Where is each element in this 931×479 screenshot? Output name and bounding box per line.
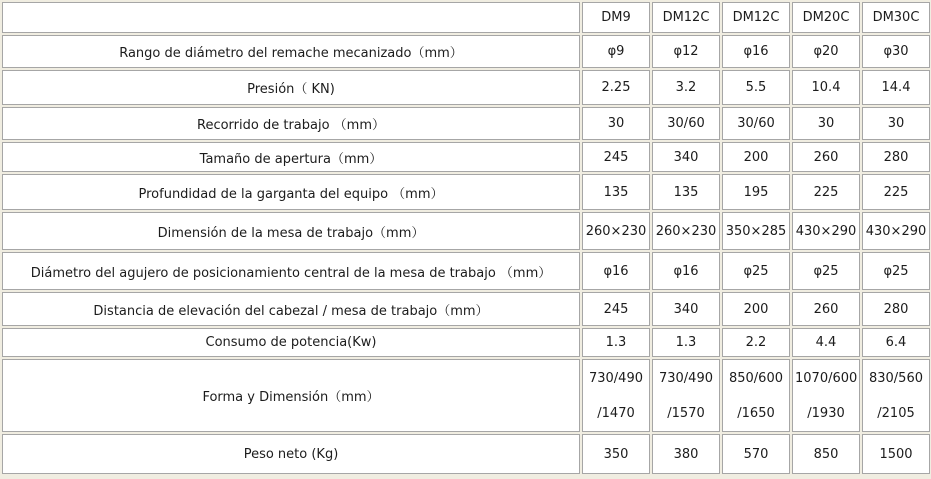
spec-value: 3.2	[652, 70, 720, 105]
spec-value: φ25	[722, 252, 790, 290]
spec-value: 260	[792, 292, 860, 326]
table-row	[2, 359, 930, 432]
spec-value	[862, 359, 930, 432]
spec-value-line: 830/560	[868, 370, 923, 386]
spec-value: 30/60	[722, 107, 790, 140]
spec-value: 245	[582, 142, 650, 172]
spec-value: 245	[582, 292, 650, 326]
table-row	[2, 212, 930, 250]
spec-value: 1500	[862, 434, 930, 474]
table-row	[2, 142, 930, 172]
specs-table-body	[2, 35, 930, 474]
spec-value: 280	[862, 142, 930, 172]
row-label: Profundidad de la garganta del equipo （mm）	[2, 174, 580, 210]
spec-value: 5.5	[722, 70, 790, 105]
spec-value	[792, 359, 860, 432]
spec-value: 340	[652, 292, 720, 326]
spec-value: 430×290	[792, 212, 860, 250]
spec-value-line: 730/490	[588, 370, 643, 386]
spec-value: φ9	[582, 35, 650, 68]
row-label: Diámetro del agujero de posicionamiento central de la mesa de trabajo （mm）	[2, 252, 580, 290]
spec-value: 225	[792, 174, 860, 210]
spec-value: 6.4	[862, 328, 930, 357]
row-label: Recorrido de trabajo （mm）	[2, 107, 580, 140]
spec-value: φ25	[792, 252, 860, 290]
spec-value-line: /2105	[877, 405, 915, 421]
spec-value-line: 1070/600	[795, 370, 858, 386]
spec-value	[652, 359, 720, 432]
spec-value: 10.4	[792, 70, 860, 105]
column-header: DM12C	[652, 2, 720, 33]
spec-value: 30	[792, 107, 860, 140]
spec-value-line: 730/490	[658, 370, 713, 386]
spec-value: 2.2	[722, 328, 790, 357]
spec-value: 30	[582, 107, 650, 140]
spec-value: 200	[722, 292, 790, 326]
spec-value: 30/60	[652, 107, 720, 140]
table-row	[2, 252, 930, 290]
table-row	[2, 174, 930, 210]
spec-value-line: /1930	[807, 405, 845, 421]
spec-value: 135	[582, 174, 650, 210]
spec-value: 350×285	[722, 212, 790, 250]
spec-value	[722, 359, 790, 432]
spec-value: 340	[652, 142, 720, 172]
row-label: Peso neto (Kg)	[2, 434, 580, 474]
spec-value: 850	[792, 434, 860, 474]
spec-value: 14.4	[862, 70, 930, 105]
spec-value: φ25	[862, 252, 930, 290]
spec-value: φ16	[652, 252, 720, 290]
table-row	[2, 35, 930, 68]
spec-value: 1.3	[582, 328, 650, 357]
spec-value: 350	[582, 434, 650, 474]
spec-value: φ30	[862, 35, 930, 68]
spec-value: 195	[722, 174, 790, 210]
spec-value-line: 850/600	[728, 370, 783, 386]
column-header: DM9	[582, 2, 650, 33]
spec-value-line: /1650	[737, 405, 775, 421]
row-label: Distancia de elevación del cabezal / mesa de trabajo（mm）	[2, 292, 580, 326]
spec-value: 30	[862, 107, 930, 140]
spec-value-line: /1570	[667, 405, 705, 421]
row-label: Tamaño de apertura（mm）	[2, 142, 580, 172]
header-row	[2, 2, 930, 33]
table-row	[2, 434, 930, 474]
row-label: Rango de diámetro del remache mecanizado（mm）	[2, 35, 580, 68]
spec-value: 200	[722, 142, 790, 172]
table-row	[2, 70, 930, 105]
spec-value: φ12	[652, 35, 720, 68]
spec-value: φ16	[582, 252, 650, 290]
spec-value: 4.4	[792, 328, 860, 357]
spec-value: 135	[652, 174, 720, 210]
spec-value: φ20	[792, 35, 860, 68]
spec-value	[582, 359, 650, 432]
spec-value: 2.25	[582, 70, 650, 105]
spec-value: 380	[652, 434, 720, 474]
spec-value: φ16	[722, 35, 790, 68]
table-row	[2, 292, 930, 326]
row-label: Consumo de potencia(Kw)	[2, 328, 580, 357]
column-header: DM20C	[792, 2, 860, 33]
table-row	[2, 328, 930, 357]
spec-value: 1.3	[652, 328, 720, 357]
spec-value: 430×290	[862, 212, 930, 250]
spec-value: 225	[862, 174, 930, 210]
spec-value: 260×230	[582, 212, 650, 250]
table-row	[2, 107, 930, 140]
corner-header-cell	[2, 2, 580, 33]
row-label: Presión（ KN)	[2, 70, 580, 105]
spec-value-line: /1470	[597, 405, 635, 421]
column-header: DM30C	[862, 2, 930, 33]
column-header: DM12C	[722, 2, 790, 33]
row-label: Dimensión de la mesa de trabajo（mm）	[2, 212, 580, 250]
spec-value: 260	[792, 142, 860, 172]
spec-value: 280	[862, 292, 930, 326]
row-label: Forma y Dimensión（mm）	[2, 359, 580, 432]
spec-value: 570	[722, 434, 790, 474]
spec-value: 260×230	[652, 212, 720, 250]
